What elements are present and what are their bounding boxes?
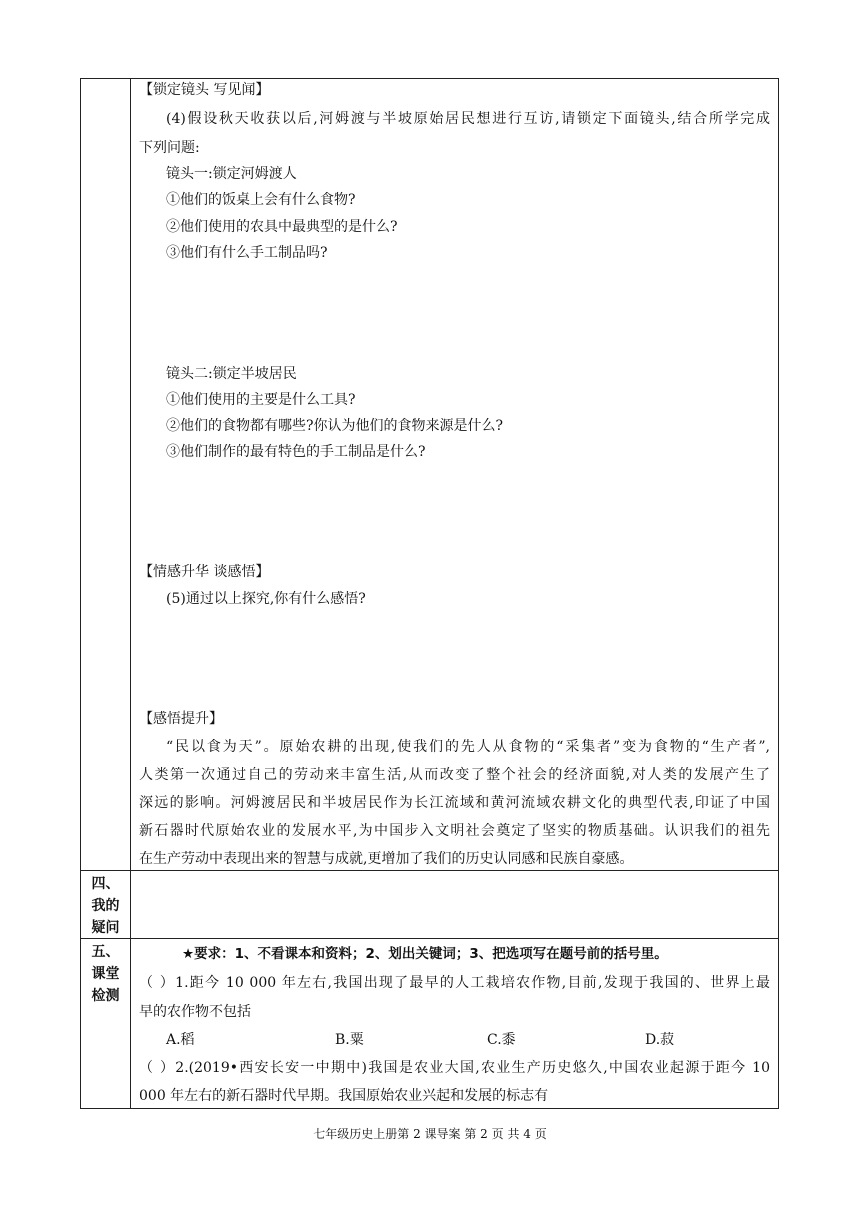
page-footer: 七年级历史上册第 2 课导案 第 2 页 共 4 页 <box>313 1127 547 1141</box>
option-a: A.稻 <box>166 1032 195 1048</box>
insight-line: 新石器时代原始农业的发展水平,为中国步入文明社会奠定了坚实的物质基础。认识我们的祖先 <box>139 823 770 839</box>
lens2-item: ①他们使用的主要是什么工具? <box>166 392 356 408</box>
section-heading-insight: 【感悟提升】 <box>139 711 223 727</box>
question-2-line1: （ ）2.(2019•西安长安一中期中)我国是农业大国,农业生产历史悠久,中国农业起源于距今 10 <box>139 1060 770 1076</box>
lens2-item: ③他们制作的最有特色的手工制品是什么? <box>166 444 426 460</box>
question-1-line1: （ ）1.距今 10 000 年左右,我国出现了最早的人工栽培农作物,目前,发现于我国的、世界上最 <box>139 975 770 991</box>
test-requirement: ★要求：1、不看课本和资料；2、划出关键词；3、把选项写在题号前的括号里。 <box>182 946 668 962</box>
option-d: D.菽 <box>645 1032 675 1048</box>
section-heading-lens: 【锁定镜头 写见闻】 <box>139 82 270 98</box>
insight-line: 人类第一次通过自己的劳动来丰富生活,从而改变了整个社会的经济面貌,对人类的发展产生了 <box>139 767 770 783</box>
question-4-line2: 下列问题: <box>139 140 200 156</box>
column-divider <box>130 79 131 1108</box>
row5-label-line: 检测 <box>91 988 120 1004</box>
lens1-item: ③他们有什么手工制品吗? <box>166 245 328 261</box>
insight-line: 在生产劳动中表现出来的智慧与成就,更增加了我们的历史认同感和民族自豪感。 <box>139 851 634 867</box>
option-b: B.粟 <box>335 1032 364 1048</box>
insight-line: 深远的影响。河姆渡居民和半坡居民作为长江流域和黄河流域农耕文化的典型代表,印证了中国 <box>139 795 770 811</box>
question-4-line1: (4)假设秋天收获以后,河姆渡与半坡原始居民想进行互访,请锁定下面镜头,结合所学完成 <box>166 111 770 127</box>
lens2-title: 镜头二:锁定半坡居民 <box>166 366 297 382</box>
row5-label-line: 课堂 <box>91 966 120 982</box>
question-2-line2: 000 年左右的新石器时代早期。我国原始农业兴起和发展的标志有 <box>139 1088 549 1104</box>
row4-label-line: 四、 <box>91 876 120 892</box>
row5-label <box>81 941 130 1007</box>
lens1-title: 镜头一:锁定河姆渡人 <box>166 166 297 182</box>
row4-label-line: 疑问 <box>91 920 120 936</box>
section-heading-emotion: 【情感升华 谈感悟】 <box>139 564 270 580</box>
row5-label-line: 五、 <box>91 944 120 960</box>
lens1-item: ②他们使用的农具中最典型的是什么? <box>166 219 398 235</box>
option-c: C.黍 <box>487 1032 516 1048</box>
question-5: (5)通过以上探究,你有什么感悟? <box>166 591 366 607</box>
insight-line: “民以食为天”。原始农耕的出现,使我们的先人从食物的“采集者”变为食物的“生产者”, <box>166 739 770 755</box>
lens2-item: ②他们的食物都有哪些?你认为他们的食物来源是什么? <box>166 418 504 434</box>
row4-label <box>81 873 130 939</box>
lens1-item: ①他们的饭桌上会有什么食物? <box>166 192 356 208</box>
row4-label-line: 我的 <box>91 898 120 914</box>
row-divider-4 <box>81 870 778 871</box>
row-divider-5 <box>81 938 778 939</box>
question-1-line2: 早的农作物不包括 <box>139 1004 251 1020</box>
